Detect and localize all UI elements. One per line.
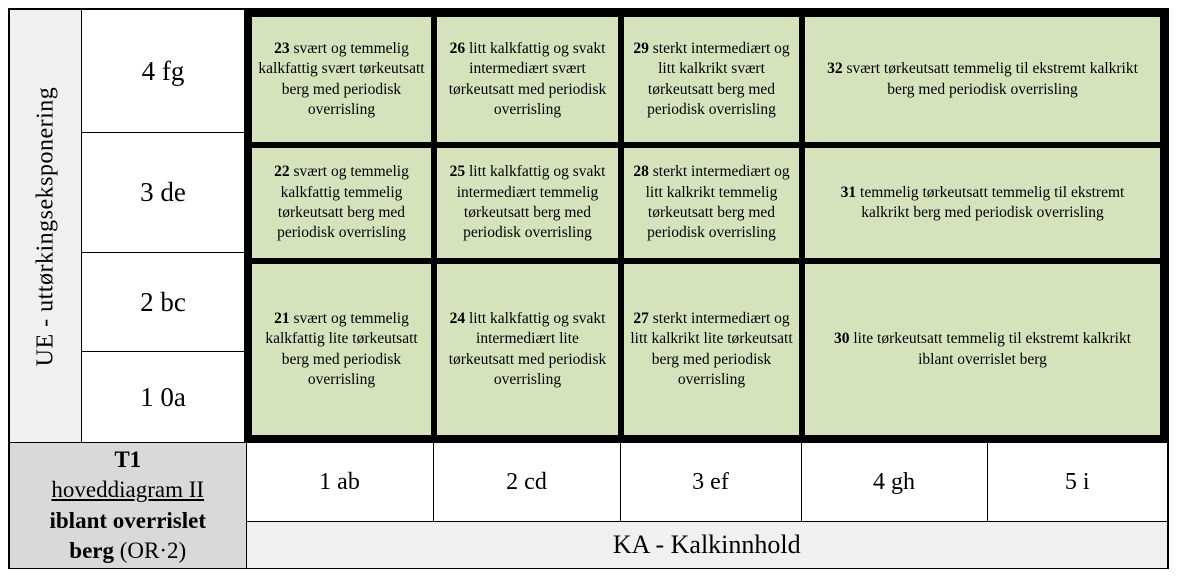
diagram-title: T1 (114, 447, 142, 472)
y-axis-category-2bc: 2 bc (82, 253, 244, 352)
cell-text: litt kalkfattig og svakt intermediært lite tørkeutsatt med periodisk overrisling (448, 309, 607, 388)
diagram-subtitle: hoveddiagram II (51, 477, 205, 503)
cell-number: 22 (274, 163, 290, 181)
cell-text: sterkt intermediært og litt kalkrikt lite tørkeutsatt berg med periodisk overrisling (630, 309, 793, 388)
cell-text: svært og temmelig kalkfattig lite tørkeutsatt berg med periodisk overrisling (265, 309, 418, 388)
cell-text: lite tørkeutsatt temmelig til ekstremt kalkrikt iblant overrislet berg (853, 330, 1132, 368)
cell-text: sterkt intermediært og litt kalkrikt svært tørkeutsatt berg med periodisk overrisling (647, 39, 790, 118)
diagram-title-block (10, 443, 247, 568)
cell-text: svært og temmelig kalkfattig temmelig tørkeutsatt berg med periodisk overrisling (277, 163, 409, 242)
x-axis-label-row (247, 521, 1168, 568)
y-axis-category-10a: 1 0a (140, 381, 186, 412)
y-axis-category-3de: 3 de (82, 133, 244, 253)
cell-number: 31 (840, 183, 857, 201)
diagram-condition-line2 (69, 536, 186, 566)
x-axis-category-1ab: 1 ab (247, 443, 434, 521)
y-axis-header (10, 10, 82, 442)
cell-number: 27 (633, 309, 649, 327)
matrix-grid (245, 10, 1167, 442)
matrix-cell-32 (805, 17, 1160, 142)
cell-number: 29 (633, 39, 649, 57)
x-axis-category-5i: 5 i (1064, 468, 1090, 495)
x-axis-section (10, 442, 1167, 568)
cell-text: svært og temmelig kalkfattig svært tørkeutsatt berg med periodisk overrisling (258, 39, 425, 118)
cell-text: litt kalkfattig og svakt intermediært svært tørkeutsatt med periodisk overrisling (448, 39, 607, 118)
condition-bold: berg (69, 538, 115, 564)
cell-number: 32 (827, 60, 843, 78)
matrix-section (10, 10, 1167, 442)
matrix-cell-23 (252, 17, 431, 142)
matrix-cell-25 (437, 148, 618, 258)
x-axis-category-4gh: 4 gh (802, 443, 988, 521)
y-axis-label: UE - uttørkingseksponering (32, 86, 58, 366)
cell-number: 26 (449, 39, 466, 57)
y-axis-categories (82, 10, 245, 442)
cell-number: 28 (633, 163, 649, 181)
cell-text: litt kalkfattig og svakt intermediært temmelig tørkeutsatt berg med periodisk overrisling (456, 163, 606, 242)
cell-number: 23 (274, 39, 290, 57)
cell-number: 25 (449, 163, 466, 181)
matrix-cell-26 (437, 17, 618, 142)
y-axis-category-4fg: 4 fg (82, 10, 244, 133)
cell-text: sterkt intermediært og litt kalkrikt temmelig tørkeutsatt berg med periodisk overrisling (645, 163, 790, 242)
diagram-table (8, 8, 1169, 569)
matrix-cell-28 (624, 148, 799, 258)
matrix-cell-29 (624, 17, 799, 142)
cell-text: svært tørkeutsatt temmelig til ekstremt kalkrikt berg med periodisk overrisling (846, 60, 1138, 98)
x-axis-categories (247, 443, 1168, 521)
x-axis-area (247, 443, 1168, 568)
condition-code: (OR·2) (119, 538, 187, 564)
x-axis-category-3ef: 3 ef (621, 443, 802, 521)
x-axis-label: KA - Kalkinnhold (612, 530, 801, 560)
matrix-cell-30 (805, 264, 1160, 435)
matrix-cell-24 (437, 264, 618, 435)
matrix-cell-22 (252, 148, 431, 258)
diagram-condition-line: iblant overrislet (49, 507, 206, 533)
cell-number: 24 (449, 309, 466, 327)
x-axis-category-2cd: 2 cd (434, 443, 621, 521)
cell-number: 30 (833, 330, 850, 348)
cell-number: 21 (274, 309, 290, 327)
matrix-cell-21 (252, 264, 431, 435)
cell-text: temmelig tørkeutsatt temmelig til ekstremt kalkrikt berg med periodisk overrisling (860, 183, 1125, 221)
matrix-cell-27 (624, 264, 799, 435)
matrix-cell-31 (805, 148, 1160, 258)
